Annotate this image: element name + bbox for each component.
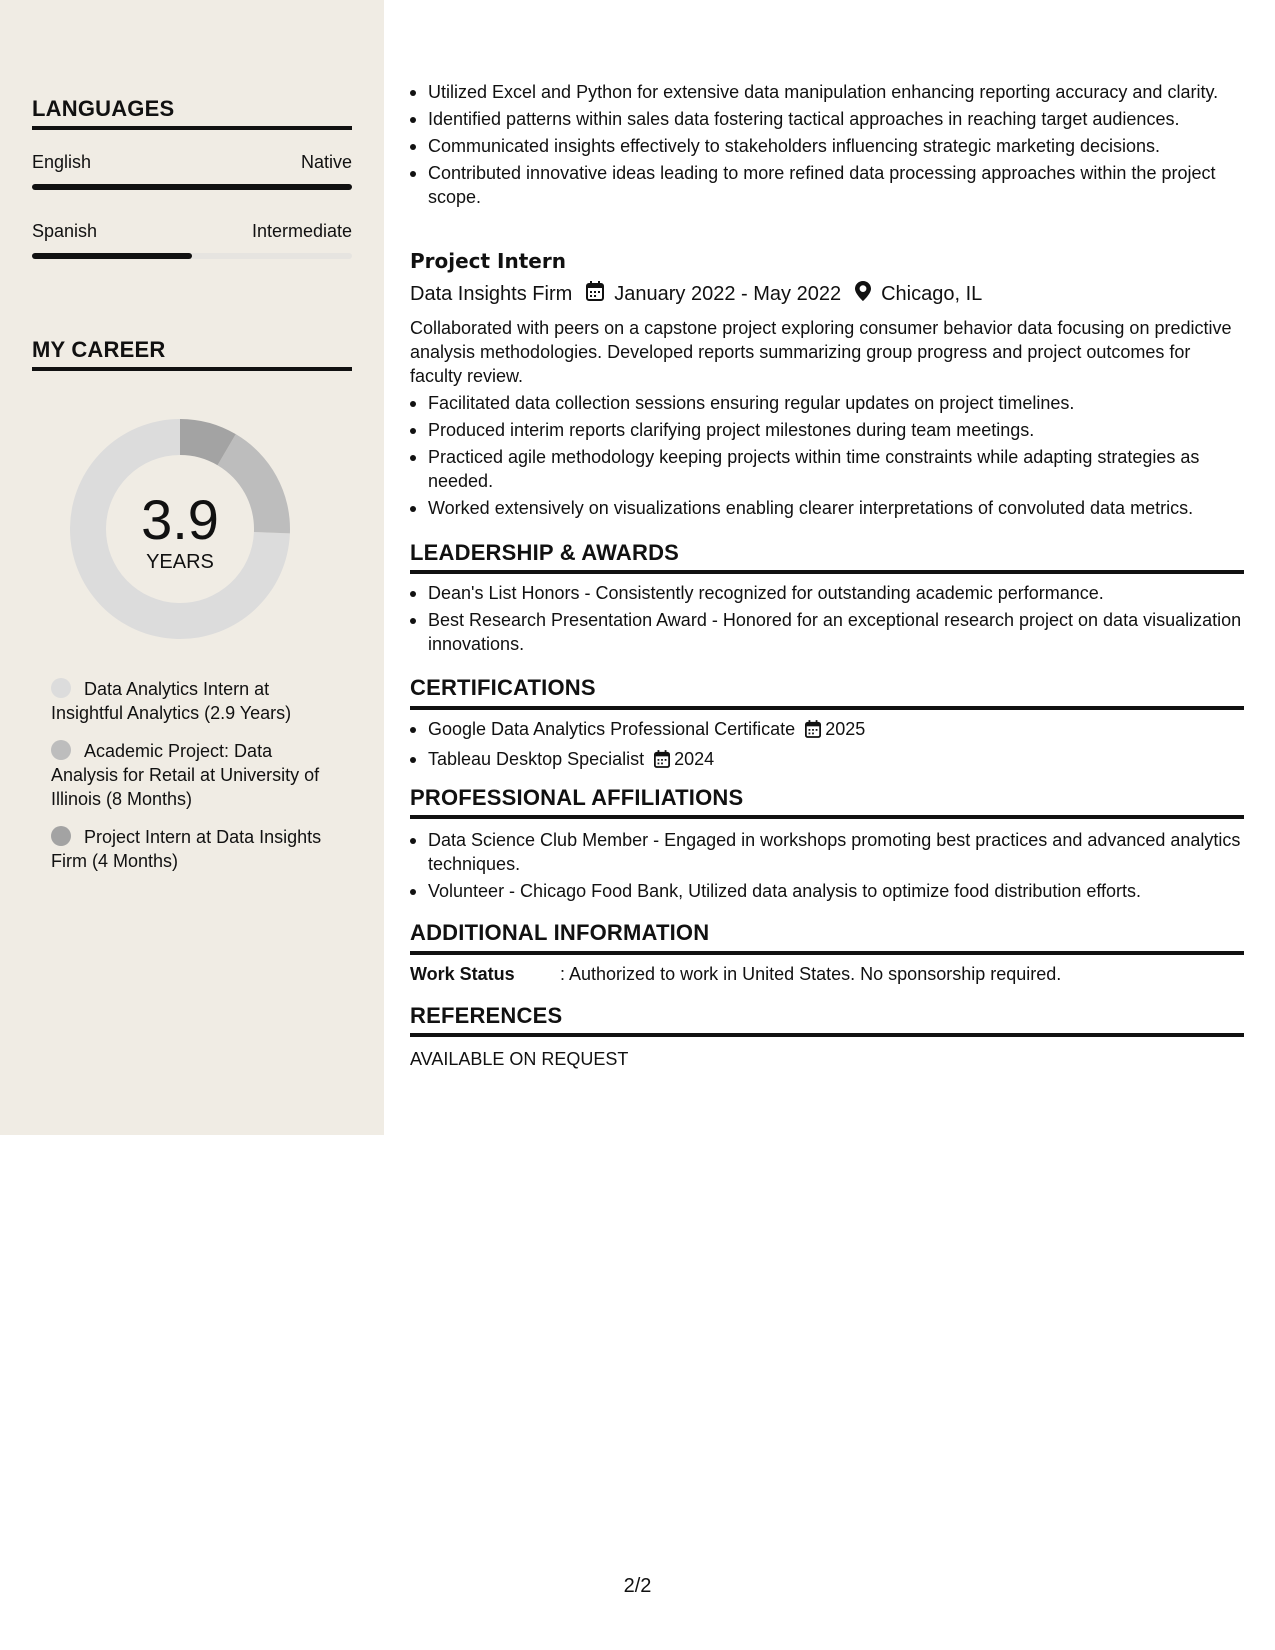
job-company: Data Insights Firm [410,283,573,305]
career-donut-chart [66,415,294,643]
list-item: Facilitated data collection sessions ensuring regular updates on project timelines. [410,391,1244,415]
language-bar-fill [32,253,192,259]
certification-name: Tableau Desktop Specialist [428,749,645,769]
job-dates: January 2022 - May 2022 [614,283,842,305]
career-rule [32,367,352,371]
legend-swatch [51,740,71,760]
list-item: Best Research Presentation Award - Honored for an exceptional research project on data visualization innovations. [410,608,1244,656]
list-item: Practiced agile methodology keeping projects within time constraints while adapting strategies as needed. [410,445,1244,493]
job-bullets [410,391,1244,523]
job-summary: Collaborated with peers on a capstone project exploring consumer behavior data focusing on predictive analysis methodologies. Developed reports summarizing group progress and project outcomes for faculty review. [410,318,1232,386]
page-number: 2/2 [623,1575,652,1597]
career-title: MY CAREER [32,337,166,362]
list-item: Dean's List Honors - Consistently recognized for outstanding academic performance. [410,581,1244,605]
language-name: Spanish [32,221,98,241]
map-pin-icon [855,281,871,307]
career-total-unit: YEARS [146,551,214,573]
list-item: Produced interim reports clarifying project milestones during team meetings. [410,418,1244,442]
career-total-value: 3.9 [141,488,219,551]
certification-year: 2025 [825,719,866,739]
career-legend-item [51,825,331,873]
sidebar [0,0,384,1135]
language-bar-spanish [32,253,352,259]
list-item: Communicated insights effectively to stakeholders influencing strategic marketing decisions. [410,134,1244,158]
language-bar-english [32,184,352,190]
list-item: Data Science Club Member - Engaged in workshops promoting best practices and advanced analytics techniques. [410,828,1244,876]
language-name: English [32,152,92,172]
work-status-label: Work Status [410,964,515,984]
affiliations-list [410,828,1244,906]
references-rule [410,1033,1244,1037]
affiliations-rule [410,815,1244,819]
references-title: REFERENCES [410,1003,563,1028]
job-title: Project Intern [410,249,566,273]
calendar-icon [654,750,670,774]
certifications-title: CERTIFICATIONS [410,675,596,700]
language-level: Intermediate [251,221,352,241]
list-item: Worked extensively on visualizations enabling clearer interpretations of convoluted data metrics. [410,496,1244,520]
job-location: Chicago, IL [881,283,983,305]
additional-info-rule [410,951,1244,955]
work-status-value: : Authorized to work in United States. No sponsorship required. [560,964,1062,984]
list-item: Volunteer - Chicago Food Bank, Utilized data analysis to optimize food distribution efforts. [410,879,1244,903]
certification-year: 2024 [674,749,715,769]
calendar-icon [805,720,821,744]
language-row-english [32,152,352,173]
calendar-icon [586,281,604,307]
career-legend-item [51,739,331,811]
leadership-rule [410,570,1244,574]
list-item: Utilized Excel and Python for extensive data manipulation enhancing reporting accuracy and clarity. [410,80,1244,104]
languages-title: LANGUAGES [32,96,175,121]
additional-info-title: ADDITIONAL INFORMATION [410,920,710,945]
legend-swatch [51,678,71,698]
languages-rule [32,126,352,130]
career-legend-item [51,677,331,725]
legend-swatch [51,826,71,846]
donut-slice [218,434,290,533]
work-status-row [410,962,1244,986]
language-level: Native [300,152,352,172]
legend-label: Data Analytics Intern at Insightful Analytics (2.9 Years) [51,679,292,723]
list-item [410,717,1244,744]
leadership-title: LEADERSHIP & AWARDS [410,540,680,565]
legend-label: Project Intern at Data Insights Firm (4 Months) [51,827,322,871]
list-item: Identified patterns within sales data fostering tactical approaches in reaching target audiences. [410,107,1244,131]
list-item [410,747,1244,774]
language-row-spanish [32,221,352,242]
leadership-list [410,581,1244,659]
language-bar-fill [32,184,352,190]
previous-job-bullets [410,80,1244,212]
affiliations-title: PROFESSIONAL AFFILIATIONS [410,785,744,810]
certifications-rule [410,706,1244,710]
certification-name: Google Data Analytics Professional Certificate [428,719,796,739]
legend-label: Academic Project: Data Analysis for Retail at University of Illinois (8 Months) [51,741,320,809]
list-item: Contributed innovative ideas leading to more refined data processing approaches within the project scope. [410,161,1244,209]
references-text: AVAILABLE ON REQUEST [410,1049,629,1069]
job-meta [410,281,1244,307]
certifications-list [410,717,1244,777]
